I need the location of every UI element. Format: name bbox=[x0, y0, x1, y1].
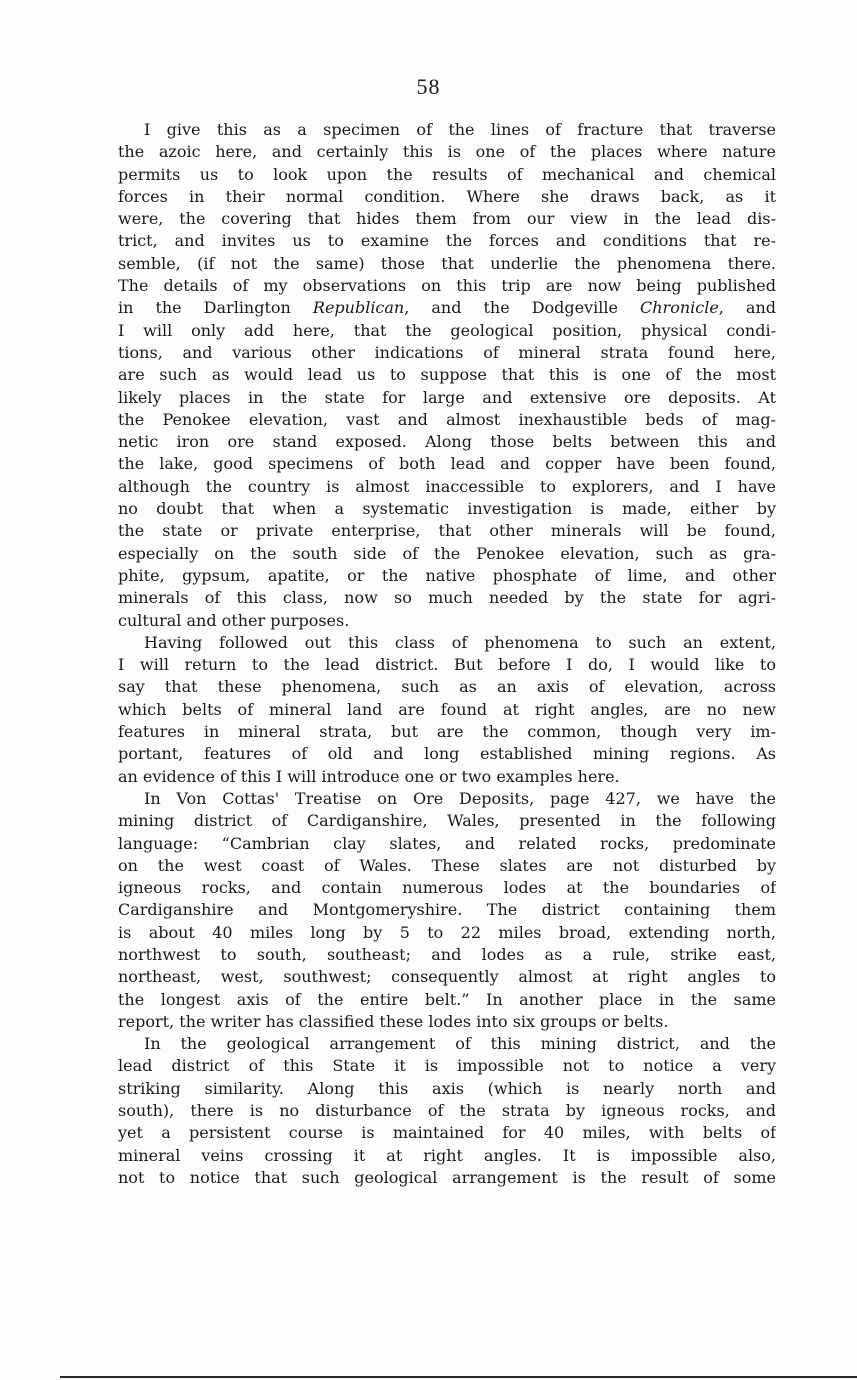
text-line: permits us to look upon the results of mechanical and chemical bbox=[118, 164, 776, 184]
text-line: in the Darlington Republican, and the Dodgeville Chronicle, and bbox=[118, 298, 776, 318]
paragraph bbox=[118, 1034, 776, 1190]
text-line: the azoic here, and certainly this is one of the places where nature bbox=[118, 142, 776, 162]
text-line: I give this as a specimen of the lines of fracture that traverse bbox=[144, 120, 776, 139]
text-line: report, the writer has classified these lodes into six groups or belts. bbox=[118, 1011, 669, 1031]
text-line: is about 40 miles long by 5 to 22 miles broad, extending north, bbox=[118, 922, 776, 942]
text-line: minerals of this class, now so much needed by the state for agri- bbox=[118, 588, 776, 608]
text-line: likely places in the state for large and extensive ore deposits. At bbox=[118, 387, 776, 407]
text-line: which belts of mineral land are found at right angles, are no new bbox=[118, 699, 776, 719]
text-line: say that these phenomena, such as an axis of elevation, across bbox=[118, 677, 776, 697]
text-line: In Von Cottas' Treatise on Ore Deposits, page 427, we have the bbox=[144, 788, 776, 808]
text-line: the Penokee elevation, vast and almost inexhaustible beds of mag- bbox=[118, 409, 776, 429]
text-line: northwest to south, southeast; and lodes as a rule, strike east, bbox=[118, 944, 776, 964]
text-line: the longest axis of the entire belt.” In another place in the same bbox=[118, 989, 776, 1009]
paragraph bbox=[118, 120, 776, 633]
text-line: igneous rocks, and contain numerous lodes at the boundaries of bbox=[118, 878, 776, 898]
text-line: forces in their normal condition. Where she draws back, as it bbox=[118, 186, 776, 206]
text-line: tions, and various other indications of mineral strata found here, bbox=[118, 342, 776, 362]
text-line: netic iron ore stand exposed. Along those belts between this and bbox=[118, 432, 776, 452]
text-line: striking similarity. Along this axis (which is nearly north and bbox=[118, 1078, 776, 1098]
text-line: although the country is almost inaccessible to explorers, and I have bbox=[118, 476, 776, 496]
text-line: especially on the south side of the Penokee elevation, such as gra- bbox=[118, 543, 776, 563]
text-line: trict, and invites us to examine the forces and conditions that re- bbox=[118, 231, 776, 251]
text-line: yet a persistent course is maintained for 40 miles, with belts of bbox=[118, 1123, 776, 1143]
text-line: the state or private enterprise, that other minerals will be found, bbox=[118, 521, 776, 541]
text-line: on the west coast of Wales. These slates are not disturbed by bbox=[118, 855, 776, 875]
text-line: language: “Cambrian clay slates, and related rocks, predominate bbox=[118, 833, 776, 853]
text-line: south), there is no disturbance of the strata by igneous rocks, and bbox=[118, 1101, 776, 1121]
text-line: are such as would lead us to suppose that this is one of the most bbox=[118, 365, 776, 385]
text-line: northeast, west, southwest; consequently almost at right angles to bbox=[118, 967, 776, 987]
text-line: portant, features of old and long established mining regions. As bbox=[118, 744, 776, 764]
text-line: Having followed out this class of phenomena to such an extent, bbox=[144, 632, 776, 652]
text-line: I will only add here, that the geological position, physical condi- bbox=[118, 320, 776, 340]
text-line: cultural and other purposes. bbox=[118, 610, 350, 630]
text-line: In the geological arrangement of this mining district, and the bbox=[144, 1034, 776, 1054]
text-line: mineral veins crossing it at right angles. It is impossible also, bbox=[118, 1145, 776, 1165]
text-line: The details of my observations on this trip are now being published bbox=[118, 276, 776, 296]
text-line: lead district of this State it is impossible not to notice a very bbox=[118, 1056, 776, 1076]
text-line: were, the covering that hides them from our view in the lead dis- bbox=[118, 209, 776, 229]
text-line: an evidence of this I will introduce one or two examples here. bbox=[118, 766, 620, 786]
text-line: mining district of Cardiganshire, Wales, presented in the following bbox=[118, 811, 776, 831]
body-text bbox=[118, 120, 776, 1190]
text-line: I will return to the lead district. But before I do, I would like to bbox=[118, 655, 776, 675]
text-line: not to notice that such geological arrangement is the result of some bbox=[118, 1167, 776, 1187]
paragraph bbox=[118, 633, 776, 789]
text-line: the lake, good specimens of both lead and copper have been found, bbox=[118, 454, 776, 474]
text-line: semble, (if not the same) those that underlie the phenomena there. bbox=[118, 253, 776, 273]
page-number: 58 bbox=[416, 74, 441, 99]
text-line: no doubt that when a systematic investigation is made, either by bbox=[118, 499, 776, 519]
text-line: features in mineral strata, but are the common, though very im- bbox=[118, 722, 776, 742]
paragraph bbox=[118, 789, 776, 1034]
page-bottom-edge bbox=[60, 1376, 857, 1378]
text-line: Cardiganshire and Montgomeryshire. The district containing them bbox=[118, 900, 776, 920]
text-line: phite, gypsum, apatite, or the native phosphate of lime, and other bbox=[118, 565, 776, 585]
